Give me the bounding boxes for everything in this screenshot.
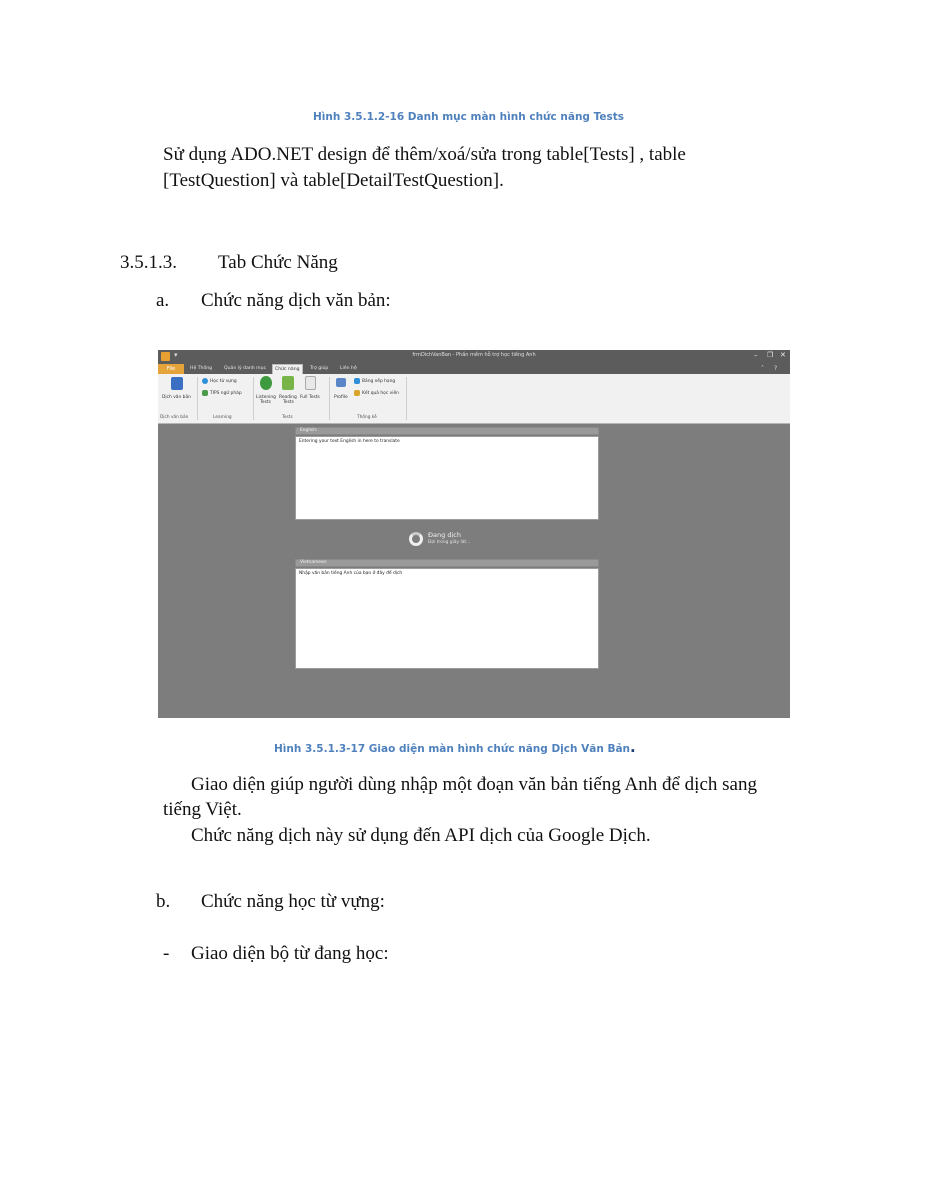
english-label: English: [300,428,318,433]
tab-lien-he[interactable]: Liên hệ [340,366,357,371]
grammar-icon [202,390,208,396]
full-tests-icon[interactable] [305,376,316,390]
busy-subtitle: Đợi trong giây lát... [428,540,471,545]
button-full-tests[interactable]: Full Tests [300,395,320,400]
reading-icon[interactable] [282,376,294,390]
english-input-text: Entering your text English in here to translate [299,439,400,444]
ribbon-tab-row [158,364,790,374]
tab-chuc-nang[interactable]: Chức năng [272,364,303,374]
group-label-learning: Learning [213,415,232,420]
button-bang-xep-hang[interactable]: Bảng xếp hạng [362,379,396,384]
paragraph-giao-dien-line2: tiếng Việt. [163,799,242,820]
file-tab[interactable]: File [158,364,184,374]
ribbon-separator [253,377,254,420]
button-profile[interactable]: Profile [334,395,348,400]
group-label-thong-ke: Thống kê [357,415,377,420]
paragraph-giao-dien-line1: Giao diện giúp người dùng nhập một đoạn văn bản tiếng Anh để dịch sang [191,774,757,795]
quick-access-arrow-icon[interactable]: ▾ [174,351,178,359]
results-icon [354,390,360,396]
busy-title: Đang dịch [428,531,461,539]
loading-spinner-icon [409,532,423,546]
minimize-icon[interactable]: – [754,351,758,359]
vietnamese-output[interactable] [295,568,599,669]
group-label-dich: Dịch văn bản [160,415,189,420]
close-icon[interactable]: ✕ [780,351,786,359]
item-a-marker: a. [156,290,170,311]
restore-icon[interactable]: ❐ [767,351,774,359]
profile-icon[interactable] [336,378,346,387]
caption-period: . [630,738,636,756]
paragraph-ado-line1: Sử dụng ADO.NET design để thêm/xoá/sửa trong table[Tests] , table [163,144,686,165]
vietnamese-panel-header [295,559,599,567]
button-reading-line2[interactable]: Tests [283,400,294,405]
ribbon-minimize-icon[interactable]: ˄ [761,365,764,372]
tab-he-thong[interactable]: Hệ Thống [190,366,213,371]
help-icon[interactable]: ? [774,365,778,372]
button-ket-qua-hoc-vien[interactable]: Kết quả học viên [362,391,399,396]
tab-quan-ly-danh-muc[interactable]: Quản lý danh mục [224,366,267,371]
button-listening-line1[interactable]: Listening [256,395,276,400]
ribbon-separator [406,377,407,420]
ranking-icon [354,378,360,384]
item-a-text: Chức năng dịch văn bản: [201,290,391,311]
translate-icon[interactable] [171,377,183,390]
button-dich-van-ban[interactable]: Dịch văn bản [162,395,191,400]
button-reading-line1[interactable]: Reading [279,395,297,400]
paragraph-api: Chức năng dịch này sử dụng đến API dịch của Google Dịch. [191,825,651,846]
figure-caption-dich-text: Hình 3.5.1.3-17 Giao diện màn hình chức năng Dịch Văn Bản [274,743,631,755]
translate-screenshot [158,350,790,718]
ribbon-separator [197,377,198,420]
vocabulary-icon [202,378,208,384]
figure-caption-tests: Hình 3.5.1.2-16 Danh mục màn hình chức năng Tests [313,111,625,123]
item-b-text: Chức năng học từ vựng: [201,891,385,912]
listening-icon[interactable] [260,376,272,390]
button-tips-ngu-phap[interactable]: TIPS ngữ pháp [210,391,242,396]
section-title: Tab Chức Năng [218,252,338,273]
button-listening-line2[interactable]: Tests [260,400,271,405]
english-panel-header [295,427,599,435]
button-hoc-tu-vung[interactable]: Học từ vựng [210,379,237,384]
bullet-marker: - [163,943,170,964]
item-b-marker: b. [156,891,171,912]
tab-tro-giup[interactable]: Trợ giúp [310,366,329,371]
window-titlebar [158,350,790,364]
ribbon-panel [158,374,790,424]
paragraph-ado-line2: [TestQuestion] và table[DetailTestQuestion]. [163,170,504,191]
vietnamese-label: Vietnamese: [300,560,328,565]
bullet-text: Giao diện bộ từ đang học: [191,943,389,964]
group-label-tests: Tests [282,415,293,420]
section-number: 3.5.1.3. [120,252,177,273]
figure-caption-dich [274,738,636,756]
window-title: frmDichVanBan - Phần mềm hỗ trợ học tiếng Anh [412,352,536,358]
vietnamese-output-text: Nhập văn bản tiếng Anh của bạn ở đây để dịch [299,571,403,576]
ribbon-separator [329,377,330,420]
english-input[interactable] [295,436,599,520]
